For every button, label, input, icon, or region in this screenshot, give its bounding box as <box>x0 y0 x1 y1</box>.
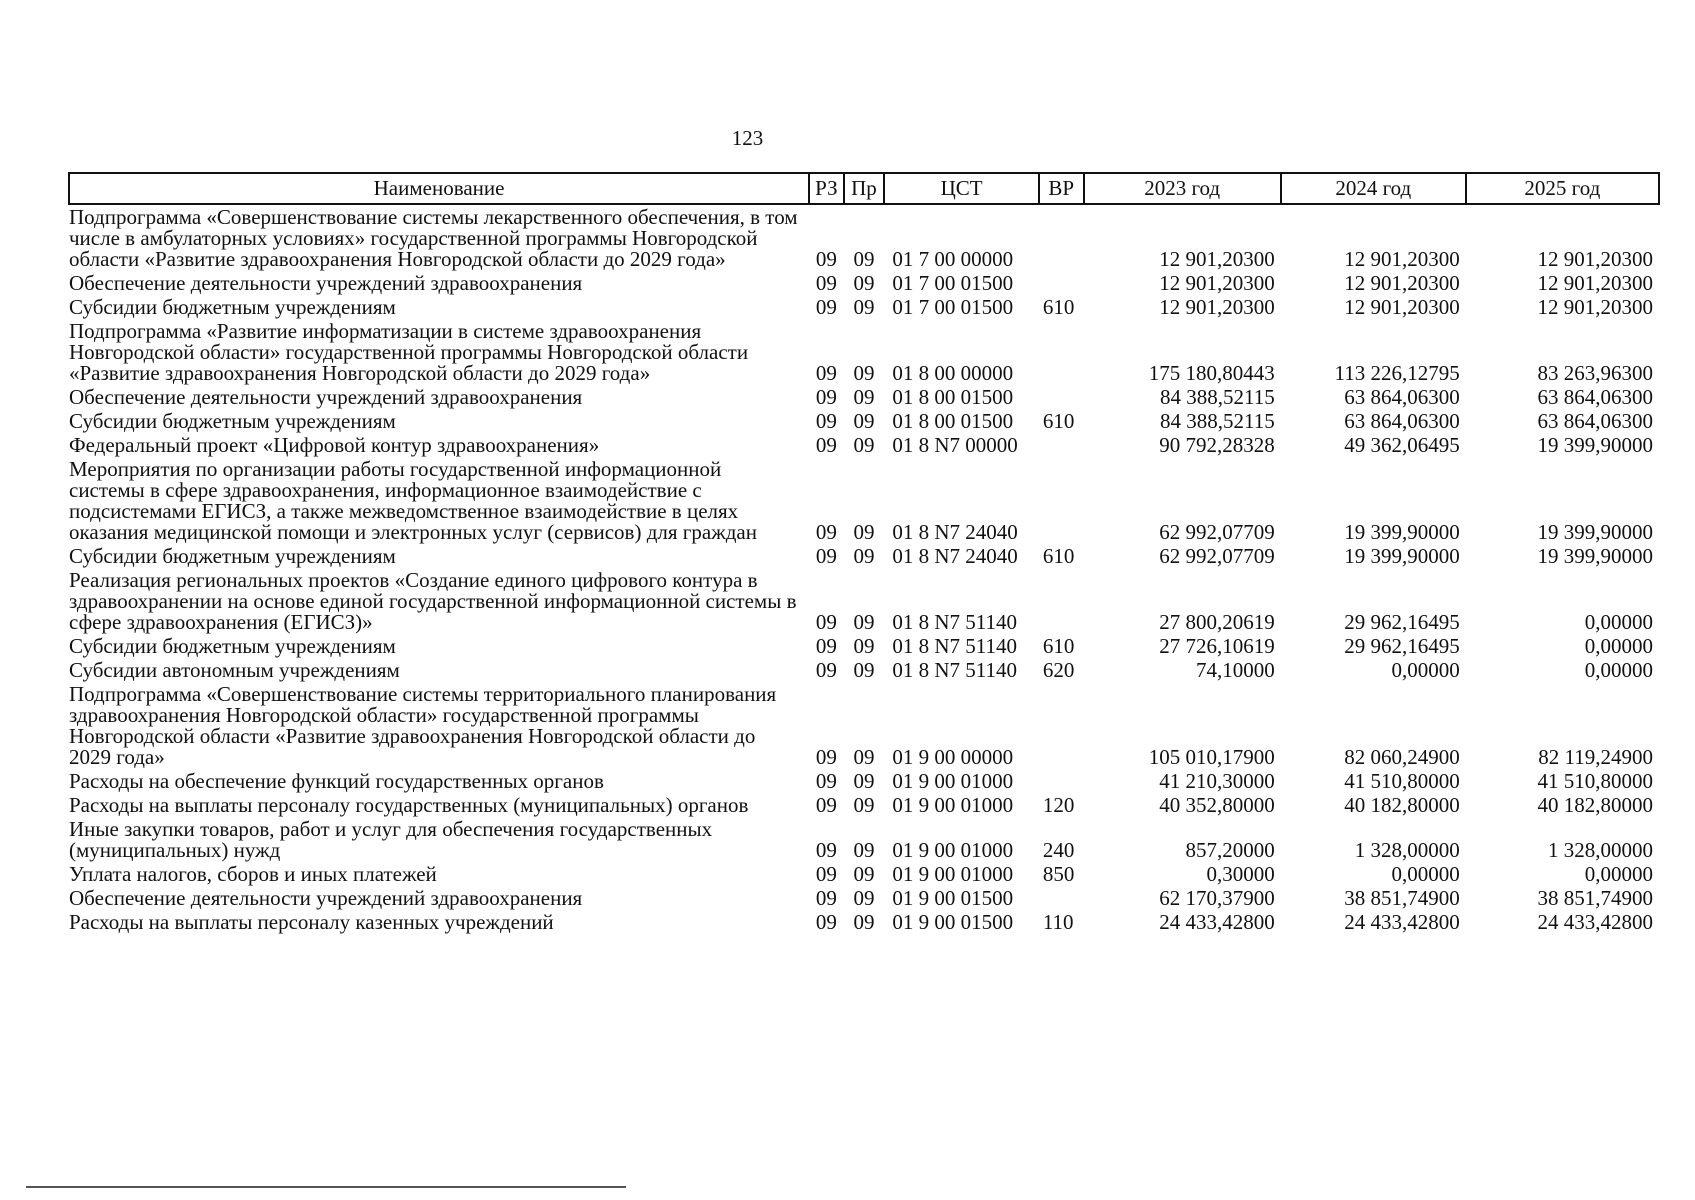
row-vr <box>1039 319 1084 385</box>
row-pr: 09 <box>853 838 875 862</box>
row-vr <box>1039 568 1084 634</box>
row-rz: 09 <box>815 544 837 568</box>
row-value-2023: 12 901,20300 <box>1159 247 1275 271</box>
row-rz: 09 <box>815 271 837 295</box>
row-vr <box>1039 886 1084 910</box>
row-name: Субсидии бюджетным учреждениям <box>69 409 396 433</box>
row-value-2023: 84 388,52115 <box>1160 409 1275 433</box>
row-name: Реализация региональных проектов «Создание единого цифрового контура в здравоохранении на основе единой государственной информационной системы в сфере здравоохранения (ЕГИСЗ)» <box>69 568 797 634</box>
row-vr <box>1039 204 1084 271</box>
row-vr <box>1039 433 1084 457</box>
row-cst: 01 8 N7 51140 <box>892 610 1017 634</box>
row-value-2023: 41 210,30000 <box>1159 769 1275 793</box>
row-pr: 09 <box>853 745 875 769</box>
row-value-2023: 12 901,20300 <box>1159 295 1275 319</box>
row-vr: 620 <box>1042 658 1075 682</box>
table-row <box>69 634 1659 658</box>
row-vr <box>1039 271 1084 295</box>
row-cst: 01 8 N7 51140 <box>892 634 1017 658</box>
row-pr: 09 <box>853 247 875 271</box>
row-rz: 09 <box>815 361 837 385</box>
row-name: Расходы на обеспечение функций государственных органов <box>69 769 604 793</box>
header-pr: Пр <box>844 173 885 204</box>
row-value-2024: 49 362,06495 <box>1344 433 1460 457</box>
row-pr: 09 <box>853 271 875 295</box>
row-cst: 01 9 00 01000 <box>892 862 1014 886</box>
row-value-2024: 29 962,16495 <box>1344 610 1460 634</box>
row-name: Уплата налогов, сборов и иных платежей <box>69 862 437 886</box>
row-pr: 09 <box>853 520 875 544</box>
table-row <box>69 385 1659 409</box>
header-2023: 2023 год <box>1084 173 1281 204</box>
header-rz: РЗ <box>809 173 844 204</box>
row-value-2025: 19 399,90000 <box>1537 520 1653 544</box>
row-value-2024: 29 962,16495 <box>1344 634 1460 658</box>
row-vr: 850 <box>1042 862 1075 886</box>
row-value-2024: 12 901,20300 <box>1344 271 1460 295</box>
row-value-2025: 12 901,20300 <box>1537 271 1653 295</box>
row-name: Обеспечение деятельности учреждений здравоохранения <box>69 271 583 295</box>
row-pr: 09 <box>853 658 875 682</box>
row-cst: 01 8 N7 24040 <box>892 520 1018 544</box>
table-row <box>69 817 1659 862</box>
row-value-2023: 62 992,07709 <box>1159 544 1275 568</box>
table-row <box>69 544 1659 568</box>
row-value-2025: 41 510,80000 <box>1537 769 1653 793</box>
row-value-2024: 113 226,12795 <box>1334 361 1460 385</box>
row-cst: 01 7 00 01500 <box>892 271 1014 295</box>
row-pr: 09 <box>853 409 875 433</box>
row-value-2025: 63 864,06300 <box>1537 385 1653 409</box>
row-pr: 09 <box>853 634 875 658</box>
row-rz: 09 <box>815 862 837 886</box>
row-cst: 01 8 N7 51140 <box>892 658 1017 682</box>
row-pr: 09 <box>853 910 875 934</box>
row-value-2023: 84 388,52115 <box>1160 385 1275 409</box>
row-value-2025: 1 328,00000 <box>1548 838 1653 862</box>
row-pr: 09 <box>853 385 875 409</box>
table-row <box>69 910 1659 934</box>
row-rz: 09 <box>815 433 837 457</box>
row-vr: 110 <box>1042 910 1074 934</box>
table-row <box>69 204 1659 271</box>
row-cst: 01 9 00 01000 <box>892 769 1014 793</box>
row-pr: 09 <box>853 862 875 886</box>
row-value-2025: 12 901,20300 <box>1537 295 1653 319</box>
table-row <box>69 769 1659 793</box>
row-pr: 09 <box>853 433 875 457</box>
row-name: Субсидии бюджетным учреждениям <box>69 295 396 319</box>
header-2024: 2024 год <box>1281 173 1466 204</box>
table-row <box>69 658 1659 682</box>
row-rz: 09 <box>815 793 837 817</box>
row-value-2024: 0,00000 <box>1391 658 1460 682</box>
row-value-2024: 0,00000 <box>1391 862 1460 886</box>
row-pr: 09 <box>853 886 875 910</box>
row-pr: 09 <box>853 361 875 385</box>
row-name: Обеспечение деятельности учреждений здравоохранения <box>69 886 583 910</box>
row-value-2023: 62 992,07709 <box>1159 520 1275 544</box>
row-rz: 09 <box>815 910 837 934</box>
row-value-2023: 27 800,20619 <box>1159 610 1275 634</box>
row-value-2025: 82 119,24900 <box>1538 745 1653 769</box>
row-name: Мероприятия по организации работы государственной информационной системы в сфере здравоохранения, информационное взаимодействие с подсистемами ЕГИСЗ, а также межведомственное взаимодействие в целях оказания медицинской помощи и электронных услуг (сервисов) для граждан <box>69 457 757 544</box>
table-row <box>69 295 1659 319</box>
header-vr: ВР <box>1039 173 1084 204</box>
table-row <box>69 862 1659 886</box>
row-name: Субсидии бюджетным учреждениям <box>69 544 396 568</box>
row-value-2023: 105 010,17900 <box>1148 745 1275 769</box>
row-value-2025: 19 399,90000 <box>1537 544 1653 568</box>
row-value-2023: 0,30000 <box>1206 862 1275 886</box>
row-cst: 01 8 00 00000 <box>892 361 1014 385</box>
row-cst: 01 8 00 01500 <box>892 409 1014 433</box>
table-row <box>69 682 1659 769</box>
table-row <box>69 433 1659 457</box>
row-cst: 01 9 00 01000 <box>892 793 1014 817</box>
table-row <box>69 457 1659 544</box>
row-value-2024: 63 864,06300 <box>1344 409 1460 433</box>
row-name: Подпрограмма «Развитие информатизации в системе здравоохранения Новгородской области» государственной программы Новгородской области «Развитие здравоохранения Новгородской области до 2029 года» <box>69 319 749 385</box>
row-value-2025: 0,00000 <box>1584 862 1653 886</box>
row-vr: 120 <box>1042 793 1075 817</box>
row-cst: 01 9 00 01500 <box>892 910 1014 934</box>
row-rz: 09 <box>815 658 837 682</box>
row-cst: 01 9 00 00000 <box>892 745 1014 769</box>
row-name: Подпрограмма «Совершенствование системы территориального планирования здравоохранения Новгородской области» государственной программы Новгородской области «Развитие здравоохранения Новгородской области до 2029 года» <box>69 682 777 769</box>
row-rz: 09 <box>815 745 837 769</box>
row-cst: 01 8 N7 00000 <box>892 433 1018 457</box>
row-value-2025: 0,00000 <box>1584 658 1653 682</box>
row-vr <box>1039 769 1084 793</box>
row-name: Федеральный проект «Цифровой контур здравоохранения» <box>69 433 600 457</box>
row-rz: 09 <box>815 634 837 658</box>
row-cst: 01 7 00 00000 <box>892 247 1014 271</box>
row-name: Обеспечение деятельности учреждений здравоохранения <box>69 385 583 409</box>
row-value-2024: 12 901,20300 <box>1344 247 1460 271</box>
row-cst: 01 9 00 01000 <box>892 838 1014 862</box>
row-value-2025: 0,00000 <box>1584 634 1653 658</box>
table-row <box>69 568 1659 634</box>
table-row <box>69 271 1659 295</box>
header-cst: ЦСТ <box>884 173 1039 204</box>
row-value-2025: 40 182,80000 <box>1537 793 1653 817</box>
header-name: Наименование <box>69 173 809 204</box>
row-name: Подпрограмма «Совершенствование системы лекарственного обеспечения, в том числе в амбулаторных условиях» государственной программы Новгородской области «Развитие здравоохранения Новгородской области до 2029 года» <box>69 205 798 271</box>
row-vr <box>1039 457 1084 544</box>
row-value-2024: 63 864,06300 <box>1344 385 1460 409</box>
row-rz: 09 <box>815 385 837 409</box>
row-rz: 09 <box>815 520 837 544</box>
row-pr: 09 <box>853 793 875 817</box>
table-row <box>69 409 1659 433</box>
row-value-2025: 12 901,20300 <box>1537 247 1653 271</box>
budget-table <box>68 172 1660 934</box>
row-vr: 610 <box>1042 295 1075 319</box>
row-vr: 240 <box>1042 838 1075 862</box>
row-cst: 01 7 00 01500 <box>892 295 1014 319</box>
row-vr: 610 <box>1042 409 1075 433</box>
row-value-2024: 38 851,74900 <box>1344 886 1460 910</box>
row-value-2023: 90 792,28328 <box>1159 433 1275 457</box>
row-value-2025: 63 864,06300 <box>1537 409 1653 433</box>
table-row <box>69 793 1659 817</box>
row-value-2024: 41 510,80000 <box>1344 769 1460 793</box>
row-value-2023: 857,20000 <box>1185 838 1275 862</box>
row-rz: 09 <box>815 610 837 634</box>
row-name: Расходы на выплаты персоналу казенных учреждений <box>69 910 554 934</box>
row-value-2023: 12 901,20300 <box>1159 271 1275 295</box>
row-rz: 09 <box>815 409 837 433</box>
row-cst: 01 8 00 01500 <box>892 385 1014 409</box>
row-pr: 09 <box>853 295 875 319</box>
row-value-2024: 82 060,24900 <box>1344 745 1460 769</box>
row-value-2024: 12 901,20300 <box>1344 295 1460 319</box>
row-name: Субсидии автономным учреждениям <box>69 658 400 682</box>
row-value-2023: 74,10000 <box>1196 658 1275 682</box>
table-row <box>69 319 1659 385</box>
table-header-row <box>69 173 1659 204</box>
row-value-2025: 0,00000 <box>1584 610 1653 634</box>
row-value-2025: 83 263,96300 <box>1537 361 1653 385</box>
row-pr: 09 <box>853 769 875 793</box>
row-rz: 09 <box>815 247 837 271</box>
row-value-2025: 24 433,42800 <box>1537 910 1653 934</box>
row-value-2023: 175 180,80443 <box>1148 361 1275 385</box>
row-value-2024: 24 433,42800 <box>1344 910 1460 934</box>
footer-rule <box>26 1186 626 1188</box>
row-name: Субсидии бюджетным учреждениям <box>69 634 396 658</box>
row-value-2025: 38 851,74900 <box>1537 886 1653 910</box>
row-value-2023: 24 433,42800 <box>1159 910 1275 934</box>
row-rz: 09 <box>815 886 837 910</box>
header-2025: 2025 год <box>1466 173 1659 204</box>
row-pr: 09 <box>853 610 875 634</box>
row-value-2024: 1 328,00000 <box>1354 838 1460 862</box>
row-rz: 09 <box>815 769 837 793</box>
row-pr: 09 <box>853 544 875 568</box>
row-vr <box>1039 682 1084 769</box>
row-vr <box>1039 385 1084 409</box>
row-cst: 01 8 N7 24040 <box>892 544 1018 568</box>
row-value-2025: 19 399,90000 <box>1537 433 1653 457</box>
table-body <box>69 204 1659 934</box>
row-value-2024: 40 182,80000 <box>1344 793 1460 817</box>
row-vr: 610 <box>1042 544 1075 568</box>
row-value-2023: 27 726,10619 <box>1159 634 1275 658</box>
row-value-2024: 19 399,90000 <box>1344 520 1460 544</box>
row-name: Расходы на выплаты персоналу государственных (муниципальных) органов <box>69 793 749 817</box>
row-vr: 610 <box>1042 634 1075 658</box>
row-name: Иные закупки товаров, работ и услуг для обеспечения государственных (муниципальных) нужд <box>69 817 713 862</box>
row-value-2024: 19 399,90000 <box>1344 544 1460 568</box>
row-cst: 01 9 00 01500 <box>892 886 1014 910</box>
table-row <box>69 886 1659 910</box>
row-rz: 09 <box>815 838 837 862</box>
row-rz: 09 <box>815 295 837 319</box>
row-value-2023: 62 170,37900 <box>1159 886 1275 910</box>
row-value-2023: 40 352,80000 <box>1159 793 1275 817</box>
page-number: 123 <box>731 126 764 150</box>
